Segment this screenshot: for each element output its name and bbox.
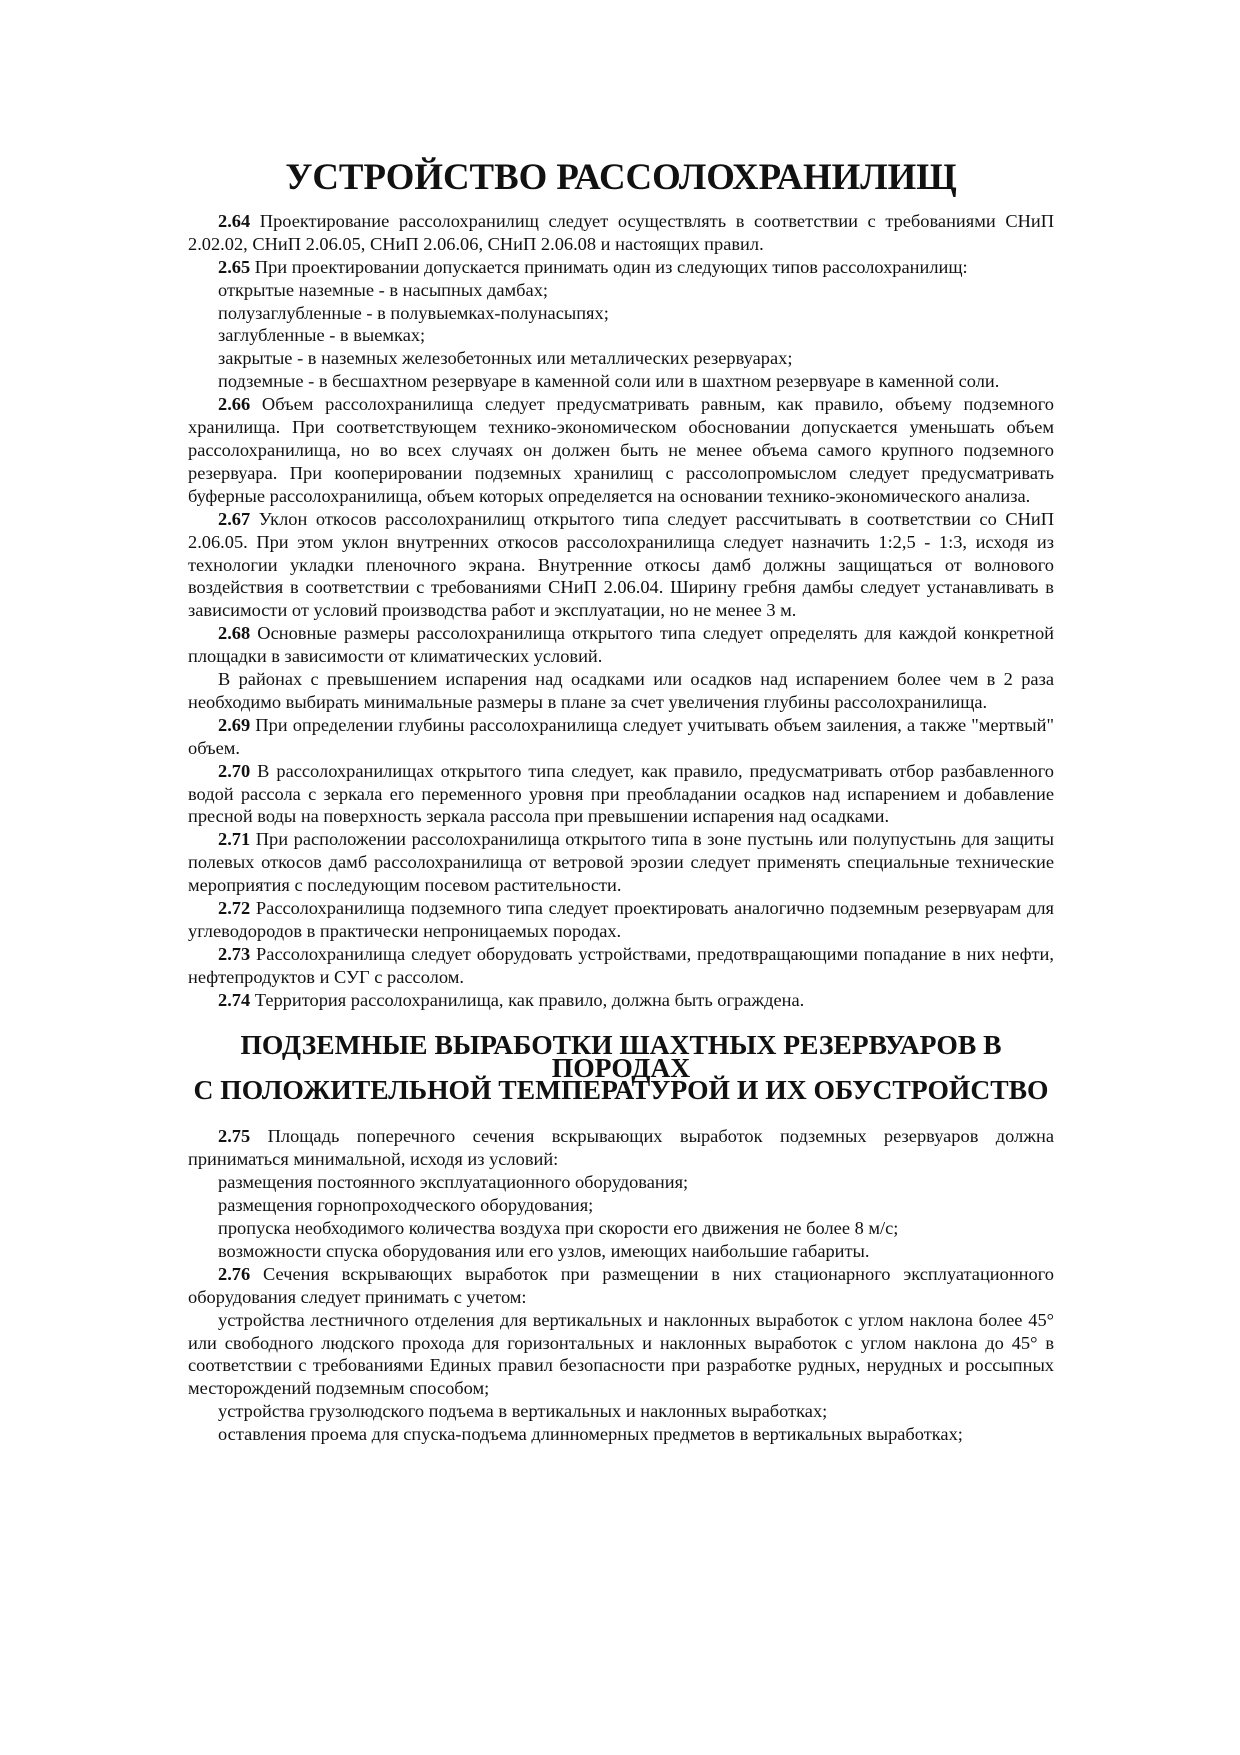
paragraph-number: 2.67 [218,508,251,529]
paragraph-text: оставления проема для спуска-подъема длинномерных предметов в вертикальных выработках; [218,1424,963,1445]
numbered-paragraph [188,1125,1054,1171]
paragraph [188,1194,1054,1217]
paragraph-text: открытые наземные - в насыпных дамбах; [218,279,548,300]
paragraph-text: Основные размеры рассолохранилища открытого типа следует определять для каждой конкретной площадки в зависимости от климатических условий. [188,623,1054,667]
section-body-brine-storage [188,210,1054,1012]
paragraph-number: 2.65 [218,256,251,277]
paragraph-text: Проектирование рассолохранилищ следует осуществлять в соответствии с требованиями СНиП 2.02.02, СНиП 2.06.05, СНиП 2.06.06, СНиП 2.06.08 и настоящих правил. [188,210,1054,254]
numbered-paragraph [188,393,1054,508]
paragraph-text: подземные - в бесшахтном резервуаре в каменной соли или в шахтном резервуаре в каменной соли. [218,371,1000,392]
paragraph [188,1400,1054,1423]
paragraph-number: 2.74 [218,989,251,1010]
section-title-underground-workings [188,1028,1054,1106]
paragraph [188,1171,1054,1194]
paragraph-number: 2.70 [218,760,251,781]
paragraph-text: Объем рассолохранилища следует предусматривать равным, как правило, объему подземного хранилища. При соответствующем технико-экономическом обосновании допускается уменьшать объем рассолохранилища, но во всех случаях он должен быть не менее объема самого крупного подземного резервуара. При кооперировании подземных хранилищ с рассолопромыслом следует предусматривать буферные рассолохранилища, объем которых определяется на основании технико-экономического анализа. [188,394,1054,506]
paragraph-text: заглубленные - в выемках; [218,325,426,346]
paragraph-number: 2.72 [218,898,251,919]
paragraph-text: При проектировании допускается принимать один из следующих типов рассолохранилищ: [250,256,968,277]
paragraph [188,279,1054,302]
numbered-paragraph [188,828,1054,897]
paragraph-text: устройства лестничного отделения для вертикальных и наклонных выработок с углом наклона более 45° или свободного людского прохода для горизонтальных и наклонных выработок с углом наклона до 45° в соответствии с требованиями Единых правил безопасности при разработке рудных, нерудных и россыпных месторождений подземным способом; [188,1309,1054,1399]
paragraph-number: 2.64 [218,210,251,231]
numbered-paragraph [188,897,1054,943]
paragraph [188,1217,1054,1240]
paragraph-number: 2.76 [218,1263,251,1284]
paragraph-text: полузаглубленные - в полувыемках-полунасыпях; [218,302,609,323]
paragraph-text: пропуска необходимого количества воздуха при скорости его движения не более 8 м/с; [218,1217,899,1238]
paragraph-text: размещения постоянного эксплуатационного оборудования; [218,1172,689,1193]
paragraph-number: 2.69 [218,714,251,735]
paragraph [188,1423,1054,1446]
numbered-paragraph [188,760,1054,829]
paragraph-text: закрытые - в наземных железобетонных или металлических резервуарах; [218,348,793,369]
paragraph-text: возможности спуска оборудования или его узлов, имеющих наибольшие габариты. [218,1240,870,1261]
paragraph [188,347,1054,370]
numbered-paragraph [188,622,1054,668]
paragraph-text: Рассолохранилища следует оборудовать устройствами, предотвращающими попадание в них нефти, нефтепродуктов и СУГ с рассолом. [188,943,1054,987]
section-title-brine-storage: УСТРОЙСТВО РАССОЛОХРАНИЛИЩ [285,156,957,197]
paragraph-text: В районах с превышением испарения над осадками или осадков над испарением более чем в 2 раза необходимо выбирать минимальные размеры в плане за счет увеличения глубины рассолохранилища. [188,669,1054,712]
paragraph [188,1240,1054,1263]
paragraph-text: Площадь поперечного сечения вскрывающих выработок подземных резервуаров должна приниматься минимальной, исходя из условий: [188,1126,1054,1170]
paragraph [188,1309,1054,1401]
numbered-paragraph [188,1263,1054,1309]
numbered-paragraph [188,989,1054,1012]
numbered-paragraph [188,943,1054,989]
paragraph-text: При определении глубины рассолохранилища следует учитывать объем заиления, а также "мертвый" объем. [188,714,1054,758]
section-title-line-1: ПОДЗЕМНЫЕ ВЫРАБОТКИ ШАХТНЫХ РЕЗЕРВУАРОВ В ПОРОДАХ [240,1028,1002,1083]
paragraph-number: 2.68 [218,623,251,644]
numbered-paragraph [188,714,1054,760]
paragraph [188,324,1054,347]
numbered-paragraph [188,508,1054,623]
section-title-line-2: С ПОЛОЖИТЕЛЬНОЙ ТЕМПЕРАТУРОЙ И ИХ ОБУСТРОЙСТВО [193,1074,1049,1106]
paragraph-number: 2.66 [218,394,251,415]
paragraph-text: устройства грузолюдского подъема в вертикальных и наклонных выработках; [218,1401,828,1422]
paragraph-number: 2.71 [218,829,251,850]
paragraph-text: При расположении рассолохранилища открытого типа в зоне пустынь или полупустынь для защиты полевых откосов дамб рассолохранилища от ветровой эрозии следует применять специальные технические мероприятия с последующим посевом растительности. [188,829,1054,896]
paragraph-text: Сечения вскрывающих выработок при размещении в них стационарного эксплуатационного оборудования следует принимать с учетом: [188,1263,1054,1307]
paragraph-text: Территория рассолохранилища, как правило, должна быть ограждена. [250,989,805,1010]
paragraph-text: В рассолохранилищах открытого типа следует, как правило, предусматривать отбор разбавленного водой рассола с зеркала его переменного уровня при преобладании осадков над испарением и добавление пресной воды на поверхность зеркала рассола при превышении испарения над осадками. [188,760,1054,827]
paragraph [188,668,1054,714]
paragraph-number: 2.75 [218,1126,251,1147]
paragraph-number: 2.73 [218,943,251,964]
paragraph [188,370,1054,393]
numbered-paragraph [188,256,1054,279]
paragraph [188,302,1054,325]
section-body-underground-workings [188,1125,1054,1446]
paragraph-text: размещения горнопроходческого оборудования; [218,1195,594,1216]
paragraph-text: Уклон откосов рассолохранилищ открытого типа следует рассчитывать в соответствии со СНиП 2.06.05. При этом уклон внутренних откосов рассолохранилища следует назначить 1:2,5 - 1:3, исходя из технологии укладки пленочного экрана. Внутренние откосы дамб должны защищаться от волнового воздействия в соответствии с требованиями СНиП 2.06.04. Ширину гребня дамбы следует устанавливать в зависимости от условий производства работ и эксплуатации, но не менее 3 м. [188,508,1054,621]
numbered-paragraph [188,210,1054,256]
paragraph-text: Рассолохранилища подземного типа следует проектировать аналогично подземным резервуарам для углеводородов в практически непроницаемых породах. [188,898,1054,941]
